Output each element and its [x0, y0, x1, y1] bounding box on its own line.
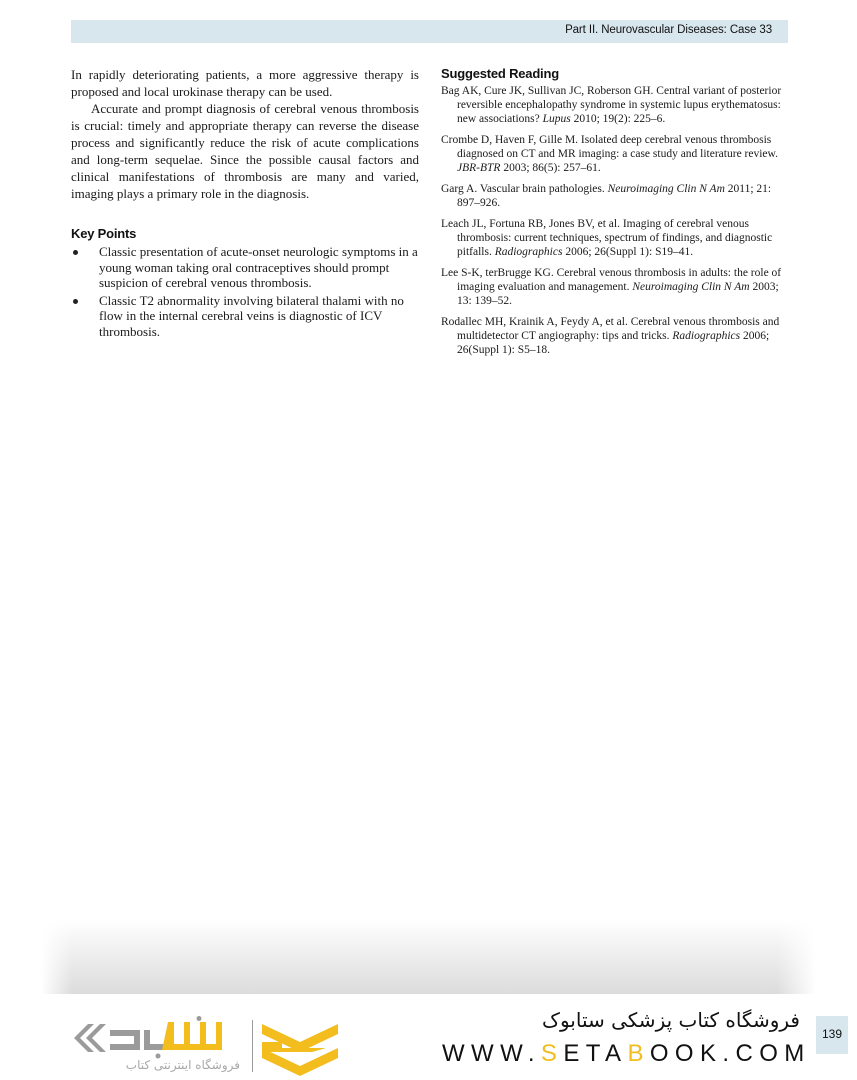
- reference-item: [441, 217, 789, 259]
- reference-text: Lee S-K, terBrugge KG. Cerebral venous thrombosis in adults: the role of imaging evaluation and management.: [441, 267, 782, 293]
- reference-journal: Lupus: [542, 113, 571, 125]
- reference-text: Crombe D, Haven F, Gille M. Isolated deep cerebral venous thrombosis diagnosed on CT and MR imaging: a case study and literature review.: [441, 134, 778, 160]
- logo-divider: [252, 1020, 253, 1072]
- key-point-item: [71, 293, 419, 340]
- reference-item: [441, 315, 789, 357]
- reference-journal: Radiographics: [672, 330, 741, 342]
- store-url[interactable]: [442, 1040, 811, 1068]
- reference-citation: 2011; 21: 897–926.: [457, 183, 772, 209]
- url-part: OOK.COM: [649, 1040, 811, 1067]
- reference-journal: JBR-BTR: [457, 162, 501, 174]
- body-paragraph: In rapidly deteriorating patients, a more aggressive therapy is proposed and local urokinase therapy can be used.: [71, 67, 419, 99]
- reference-journal: Neuroimaging Clin N Am: [607, 183, 725, 195]
- reference-citation: 2006; 26(Suppl 1): S19–41.: [562, 246, 694, 258]
- page-number: 139: [821, 1027, 843, 1041]
- running-header-title: Part II. Neurovascular Diseases: Case 33: [565, 24, 772, 36]
- reference-item: [441, 133, 789, 175]
- running-header-bar: [71, 20, 788, 43]
- suggested-reading-title: Suggested Reading: [441, 66, 559, 81]
- reference-item: [441, 266, 789, 308]
- bullet-icon: [73, 250, 78, 255]
- store-title: فروشگاه کتاب پزشکی ستابوک: [542, 1008, 800, 1032]
- key-point-text: Classic T2 abnormality involving bilateral thalami with no flow in the internal cerebral veins is diagnostic of ICV thrombosis.: [99, 292, 404, 339]
- reference-text: Bag AK, Cure JK, Sullivan JC, Roberson GH. Central variant of posterior reversible encephalopathy syndrome in systemic lupus erythematosus: new associations?: [441, 85, 782, 125]
- url-part-accent: B: [627, 1040, 650, 1067]
- setabook-chevron-icon: [262, 1020, 338, 1076]
- reference-citation: 2003; 13: 139–52.: [457, 281, 779, 307]
- reference-item: [441, 84, 789, 126]
- left-column: [71, 66, 419, 341]
- key-points-title: Key Points: [71, 226, 137, 241]
- bullet-icon: [73, 299, 78, 304]
- logo-subtitle: فروشگاه اینترنتی کتاب: [125, 1058, 240, 1072]
- reference-text: Garg A. Vascular brain pathologies.: [441, 183, 608, 195]
- body-paragraph: Accurate and prompt diagnosis of cerebral venous thrombosis is crucial: timely and appropriate therapy can reverse the disease process and significantly reduce the risk of acute complications and long-term sequelae. Since the possible causal factors and clinical manifestations of thrombosis are many and varied, imaging plays a primary role in the diagnosis.: [71, 101, 419, 201]
- right-column: [441, 66, 789, 364]
- reference-citation: 2003; 86(5): 257–61.: [500, 162, 601, 174]
- setabook-logo: [66, 1016, 341, 1078]
- key-points-list: [71, 244, 419, 339]
- page-number-box: [816, 1016, 848, 1054]
- page-bottom-shadow: [41, 920, 816, 994]
- logo-wordmark-icon: [66, 1016, 246, 1060]
- reference-item: [441, 182, 789, 210]
- url-part: WWW.: [442, 1040, 541, 1067]
- reference-citation: 2010; 19(2): 225–6.: [570, 113, 666, 125]
- key-point-text: Classic presentation of acute-onset neurologic symptoms in a young woman taking oral contraceptives should prompt suspicion of cerebral venous thrombosis.: [99, 244, 418, 290]
- key-point-item: [71, 244, 419, 291]
- reference-text: Leach JL, Fortuna RB, Jones BV, et al. Imaging of cerebral venous thrombosis: current techniques, spectrum of findings, and diagnostic pitfalls.: [441, 218, 773, 258]
- reference-text: Rodallec MH, Krainik A, Feydy A, et al. Cerebral venous thrombosis and multidetector CT angiography: tips and tricks.: [441, 316, 780, 342]
- url-part-accent: S: [540, 1040, 564, 1067]
- reference-citation: 2006; 26(Suppl 1): S5–18.: [457, 330, 770, 356]
- reference-journal: Neuroimaging Clin N Am: [632, 281, 750, 293]
- url-part: ETA: [563, 1040, 628, 1067]
- reference-journal: Radiographics: [494, 246, 563, 258]
